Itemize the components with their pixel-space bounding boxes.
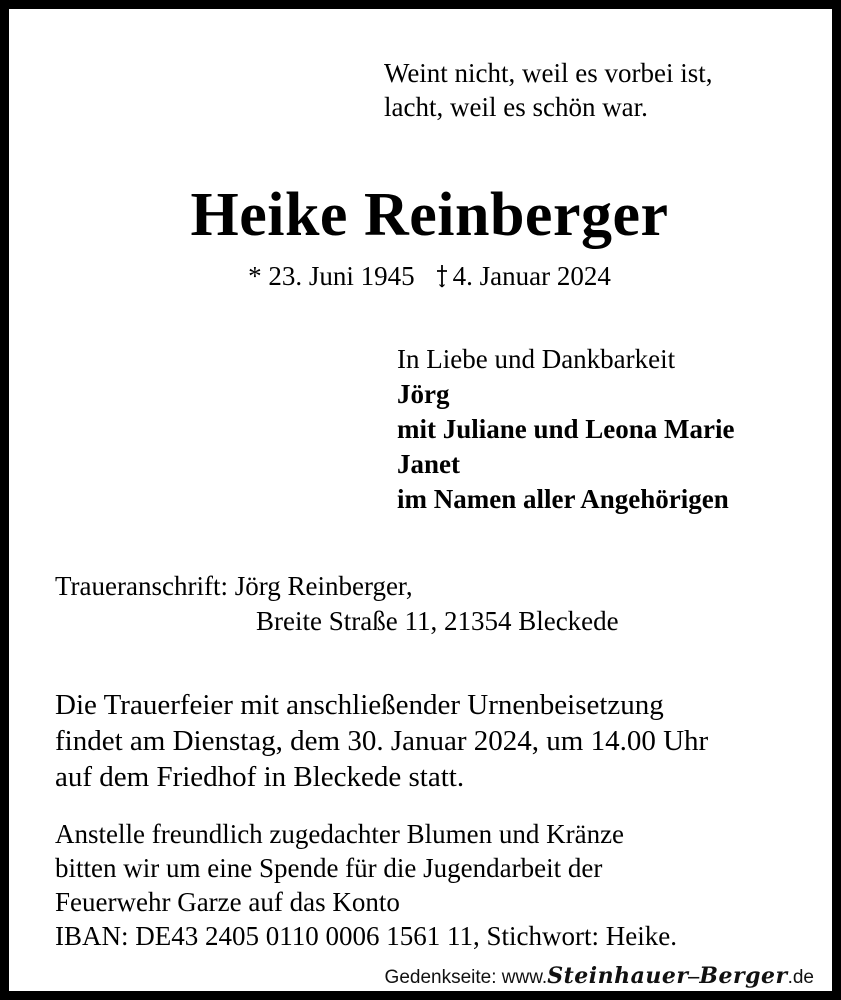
donation-info bbox=[55, 817, 677, 953]
motto-line-1: Weint nicht, weil es vorbei ist, bbox=[384, 58, 713, 88]
donation-line-4: IBAN: DE43 2405 0110 0006 1561 11, Stichwort: Heike. bbox=[55, 921, 677, 951]
brand-dash: – bbox=[688, 963, 700, 988]
brand-steinhauer: Steinhauer bbox=[547, 963, 689, 989]
cross-icon bbox=[435, 264, 449, 288]
address-line-2: Breite Straße 11, 21354 Bleckede bbox=[256, 606, 619, 636]
motto-quote bbox=[384, 56, 713, 124]
birth-date: * 23. Juni 1945 bbox=[248, 261, 415, 291]
ceremony-line-3: auf dem Friedhof in Bleckede statt. bbox=[55, 761, 465, 793]
mourning-address bbox=[55, 569, 619, 639]
deceased-name: Heike Reinberger bbox=[190, 181, 669, 249]
motto-line-2: lacht, weil es schön war. bbox=[384, 92, 648, 122]
life-dates bbox=[9, 259, 841, 293]
donation-line-2: bitten wir um eine Spende für die Jugendarbeit der bbox=[55, 853, 603, 883]
mourner-name: Janet bbox=[397, 449, 460, 479]
memorial-page-link[interactable] bbox=[385, 961, 814, 993]
mourners-intro: In Liebe und Dankbarkeit bbox=[397, 344, 676, 374]
address-line-1: Traueranschrift: Jörg Reinberger, bbox=[55, 571, 413, 601]
death-date: 4. Januar 2024 bbox=[452, 261, 611, 291]
mourner-name: im Namen aller Angehörigen bbox=[397, 484, 729, 514]
mourners-block bbox=[397, 342, 735, 517]
footer-prefix: Gedenkseite: www. bbox=[384, 967, 548, 988]
mourner-name: mit Juliane und Leona Marie bbox=[397, 414, 735, 444]
mourner-name: Jörg bbox=[397, 379, 450, 409]
donation-line-3: Feuerwehr Garze auf das Konto bbox=[55, 887, 400, 917]
ceremony-line-2: findet am Dienstag, dem 30. Januar 2024, um 14.00 Uhr bbox=[55, 725, 709, 757]
footer-suffix: .de bbox=[787, 967, 814, 988]
ceremony-line-1: Die Trauerfeier mit anschließender Urnenbeisetzung bbox=[55, 689, 664, 721]
donation-line-1: Anstelle freundlich zugedachter Blumen und Kränze bbox=[55, 819, 625, 849]
ceremony-info bbox=[55, 687, 708, 795]
brand-berger: Berger bbox=[699, 963, 788, 989]
